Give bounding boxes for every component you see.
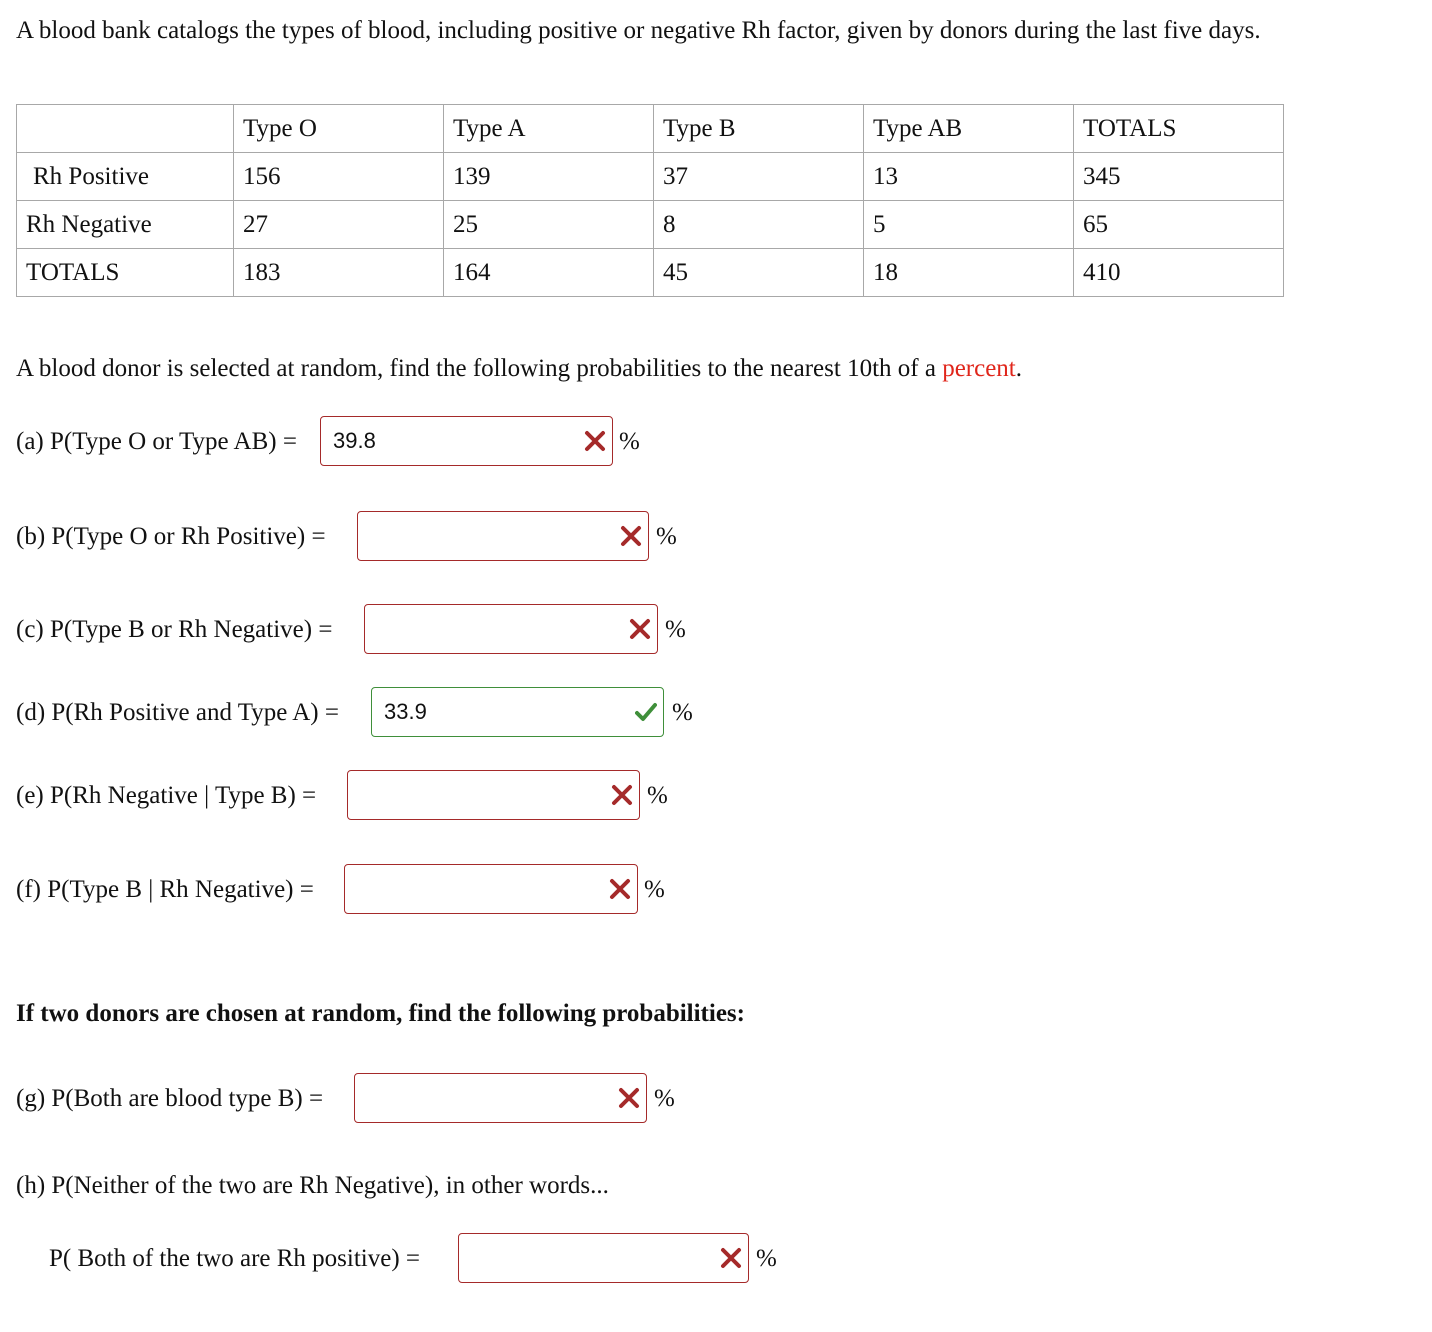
table-cell: 183: [234, 249, 444, 297]
question-c-label: (c) P(Type B or Rh Negative) =: [16, 616, 333, 643]
percent-sign: %: [656, 523, 677, 550]
table-header-cell: Type A: [444, 105, 654, 153]
question-h-label: P( Both of the two are Rh positive) =: [49, 1245, 420, 1272]
table-cell: 156: [234, 153, 444, 201]
table-header-cell: Type AB: [864, 105, 1074, 153]
percent-sign: %: [672, 699, 693, 726]
x-mark-icon: [618, 1087, 640, 1109]
question-b-label: (b) P(Type O or Rh Positive) =: [16, 523, 326, 550]
percent-sign: %: [619, 428, 640, 455]
table-cell: 139: [444, 153, 654, 201]
answer-g-box[interactable]: [354, 1073, 647, 1123]
x-mark-icon: [629, 618, 651, 640]
table-cell: [17, 105, 234, 153]
table-header-cell: TOTALS: [1074, 105, 1284, 153]
instructions: [16, 349, 1022, 389]
table-cell: 410: [1074, 249, 1284, 297]
percent-sign: %: [665, 616, 686, 643]
percent-sign: %: [644, 876, 665, 903]
answer-g-input[interactable]: [355, 1074, 618, 1122]
question-a-label: (a) P(Type O or Type AB) =: [16, 428, 297, 455]
check-mark-icon: [635, 701, 657, 723]
question-d-label: (d) P(Rh Positive and Type A) =: [16, 699, 339, 726]
answer-b-input[interactable]: [358, 512, 620, 560]
problem-intro: A blood bank catalogs the types of blood, including positive or negative Rh factor, given by donors during the last five days.: [16, 17, 1261, 44]
answer-a-input[interactable]: [321, 417, 584, 465]
instructions-end: .: [1015, 355, 1022, 382]
table-row: [17, 153, 1284, 201]
answer-f-input[interactable]: [345, 865, 609, 913]
table-cell: 13: [864, 153, 1074, 201]
table-row: [17, 249, 1284, 297]
x-mark-icon: [611, 784, 633, 806]
table-cell: 27: [234, 201, 444, 249]
answer-h-box[interactable]: [458, 1233, 749, 1283]
table-cell: 345: [1074, 153, 1284, 201]
table-header-cell: Type O: [234, 105, 444, 153]
percent-sign: %: [647, 782, 668, 809]
row-header: TOTALS: [17, 249, 234, 297]
answer-d-input[interactable]: [372, 688, 635, 736]
row-header: Rh Positive: [17, 153, 234, 201]
table-cell: 65: [1074, 201, 1284, 249]
table-cell: 8: [654, 201, 864, 249]
table-cell: 18: [864, 249, 1074, 297]
table-cell: 25: [444, 201, 654, 249]
answer-b-box[interactable]: [357, 511, 649, 561]
table-header-cell: Type B: [654, 105, 864, 153]
x-mark-icon: [720, 1247, 742, 1269]
question-g-label: (g) P(Both are blood type B) =: [16, 1085, 324, 1112]
x-mark-icon: [620, 525, 642, 547]
table-cell: 37: [654, 153, 864, 201]
answer-e-input[interactable]: [348, 771, 611, 819]
table-cell: 5: [864, 201, 1074, 249]
answer-e-box[interactable]: [347, 770, 640, 820]
x-mark-icon: [584, 430, 606, 452]
answer-c-input[interactable]: [365, 605, 629, 653]
answer-a-box[interactable]: [320, 416, 613, 466]
answer-c-box[interactable]: [364, 604, 658, 654]
answer-h-input[interactable]: [459, 1234, 720, 1282]
answer-d-box[interactable]: [371, 687, 664, 737]
percent-link[interactable]: percent: [942, 355, 1016, 382]
question-h-note: (h) P(Neither of the two are Rh Negative), in other words...: [16, 1172, 609, 1199]
table-header-row: [17, 105, 1284, 153]
table-cell: 164: [444, 249, 654, 297]
percent-sign: %: [756, 1245, 777, 1272]
two-donors-heading: If two donors are chosen at random, find the following probabilities:: [16, 1000, 745, 1027]
blood-type-table: [16, 104, 1284, 297]
answer-f-box[interactable]: [344, 864, 638, 914]
percent-sign: %: [654, 1085, 675, 1112]
row-header: Rh Negative: [17, 201, 234, 249]
x-mark-icon: [609, 878, 631, 900]
instructions-text: A blood donor is selected at random, find the following probabilities to the nearest 10th of a: [16, 355, 943, 382]
table-cell: 45: [654, 249, 864, 297]
table-row: [17, 201, 1284, 249]
question-e-label: (e) P(Rh Negative | Type B) =: [16, 782, 317, 809]
question-f-label: (f) P(Type B | Rh Negative) =: [16, 876, 314, 903]
